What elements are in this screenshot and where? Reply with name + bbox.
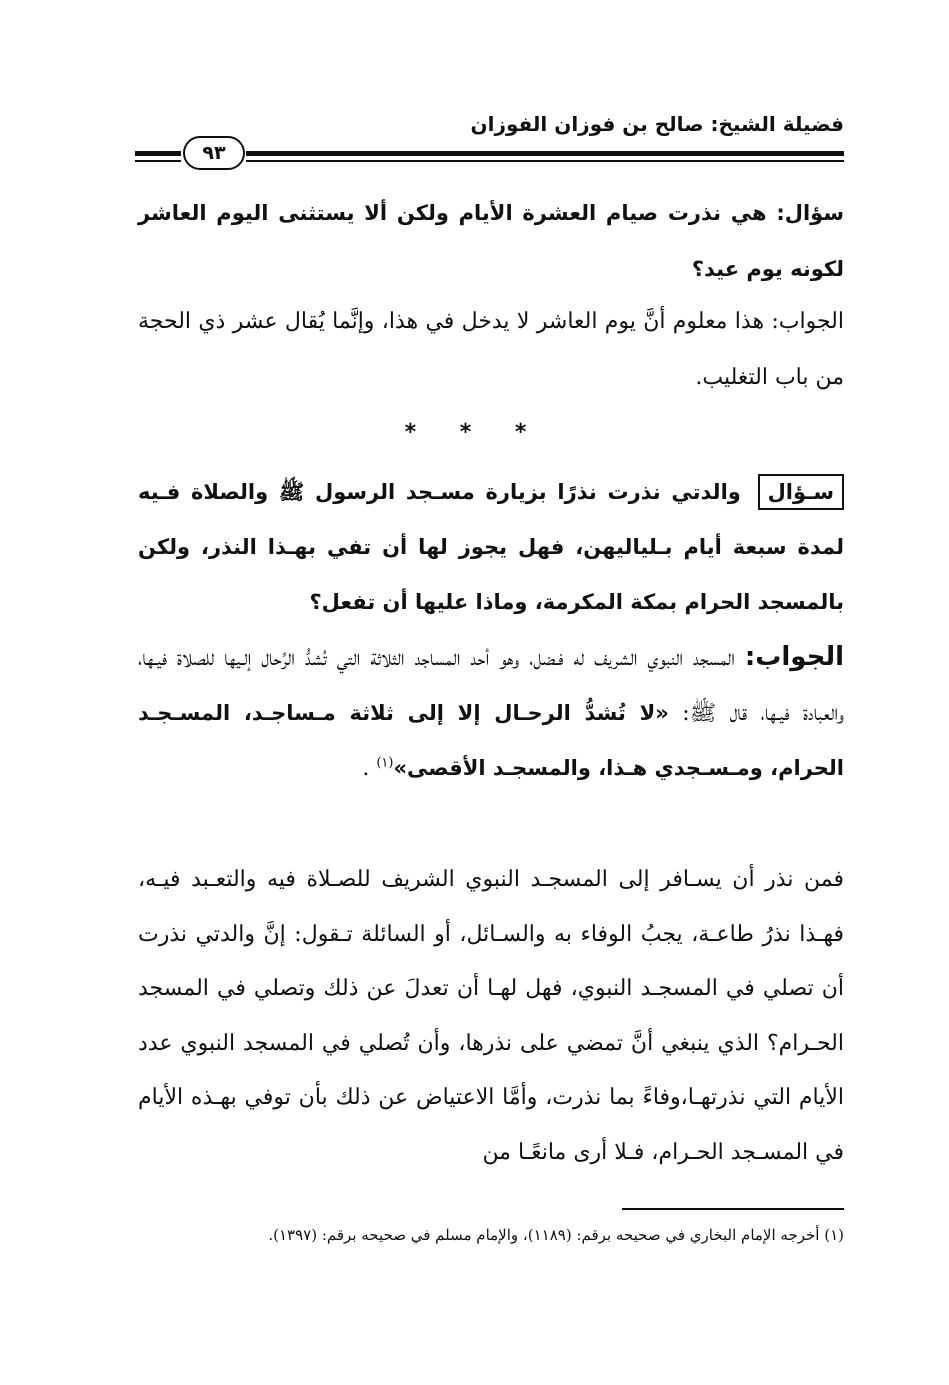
question-label-box: سـؤال — [758, 474, 844, 510]
running-header-title: فضيلة الشيخ: صالح بن فوزان الفوزان — [470, 112, 844, 136]
footnote: (١) أخرجه الإمام البخاري في صحيحه برقم: (١١٨٩)، والإمام مسلم في صحيحه برقم: (١٣٩٧). — [268, 1226, 844, 1244]
question-1: سؤال: هي نذرت صيام العشرة الأيام ولكن ألا يستثنى اليوم العاشر لكونه يوم عيد؟ — [138, 201, 844, 281]
answer-2-text: المسجد النبوي الشريف له فـضل، وهو أحد المساجد الثلاثة التي تُشدُّ الرِّحال إلـيها للصلاة فيـها، والعبادة فيـها، قال ﷺ: — [138, 646, 845, 726]
header-rule-left-thin — [135, 160, 181, 162]
section-separator: * * * — [404, 420, 545, 445]
header-rule-thin — [246, 160, 844, 162]
footnote-rule — [622, 1208, 844, 1210]
header-rule — [246, 151, 844, 156]
header-rule-left — [135, 151, 181, 156]
answer-2-continuation: فمن نذر أن يسـافر إلى المسجـد النبوي الشريف للصـلاة فيه والتعـبد فيـه، فهـذا نذرُ طاعـة، يجبُ الوفاء به والسـائل، أو السائلة تـقول: إنَّ والدتي نذرت أن تصلي في المسجـد النبوي، فهل لهـا أن تعدلَ عن ذلك وتصلي في المسجد الحـرام؟ الذي ينبغي أنَّ تمضي على نذرها، وأن تُصلي في المسجد النبوي عدد الأيام التي نذرتهـا،وفاءً بما نذرت، وأمَّا الاعتياض عن ذلك بأن توفي بهـذه الأيام في المسـجد الحـرام، فـلا أرى مانعًـا من — [138, 867, 844, 1165]
answer-2-end: . — [362, 756, 377, 781]
answer-label: الجواب: — [744, 642, 844, 672]
page-number-badge: ٩٣ — [183, 136, 245, 170]
answer-2 — [138, 630, 844, 796]
question-2 — [138, 465, 844, 630]
answer-1: الجواب: هذا معلوم أنَّ يوم العاشر لا يدخل في هذا، وإنَّما يُقال عشر ذي الحجة من باب التغليب. — [138, 309, 844, 390]
hadith-quote: «لا تُشدُّ الرحـال إلا إلى ثلاثة مـساجـد، المسـجـد الحرام، ومـسـجدي هـذا، والمسجـد الأقصى» — [138, 701, 844, 780]
question-2-text: والدتي نذرت نذرًا بزيارة مسـجد الرسول ﷺ والصلاة فـيه لمدة سبعة أيام بـلياليهن، فهل يجوز لها أن تفي بهـذا النذر، ولكن بالمسجد الحرام بمكة المكرمة، وماذا عليها أن تفعل؟ — [138, 480, 844, 614]
footnote-reference: (١) — [376, 755, 394, 771]
